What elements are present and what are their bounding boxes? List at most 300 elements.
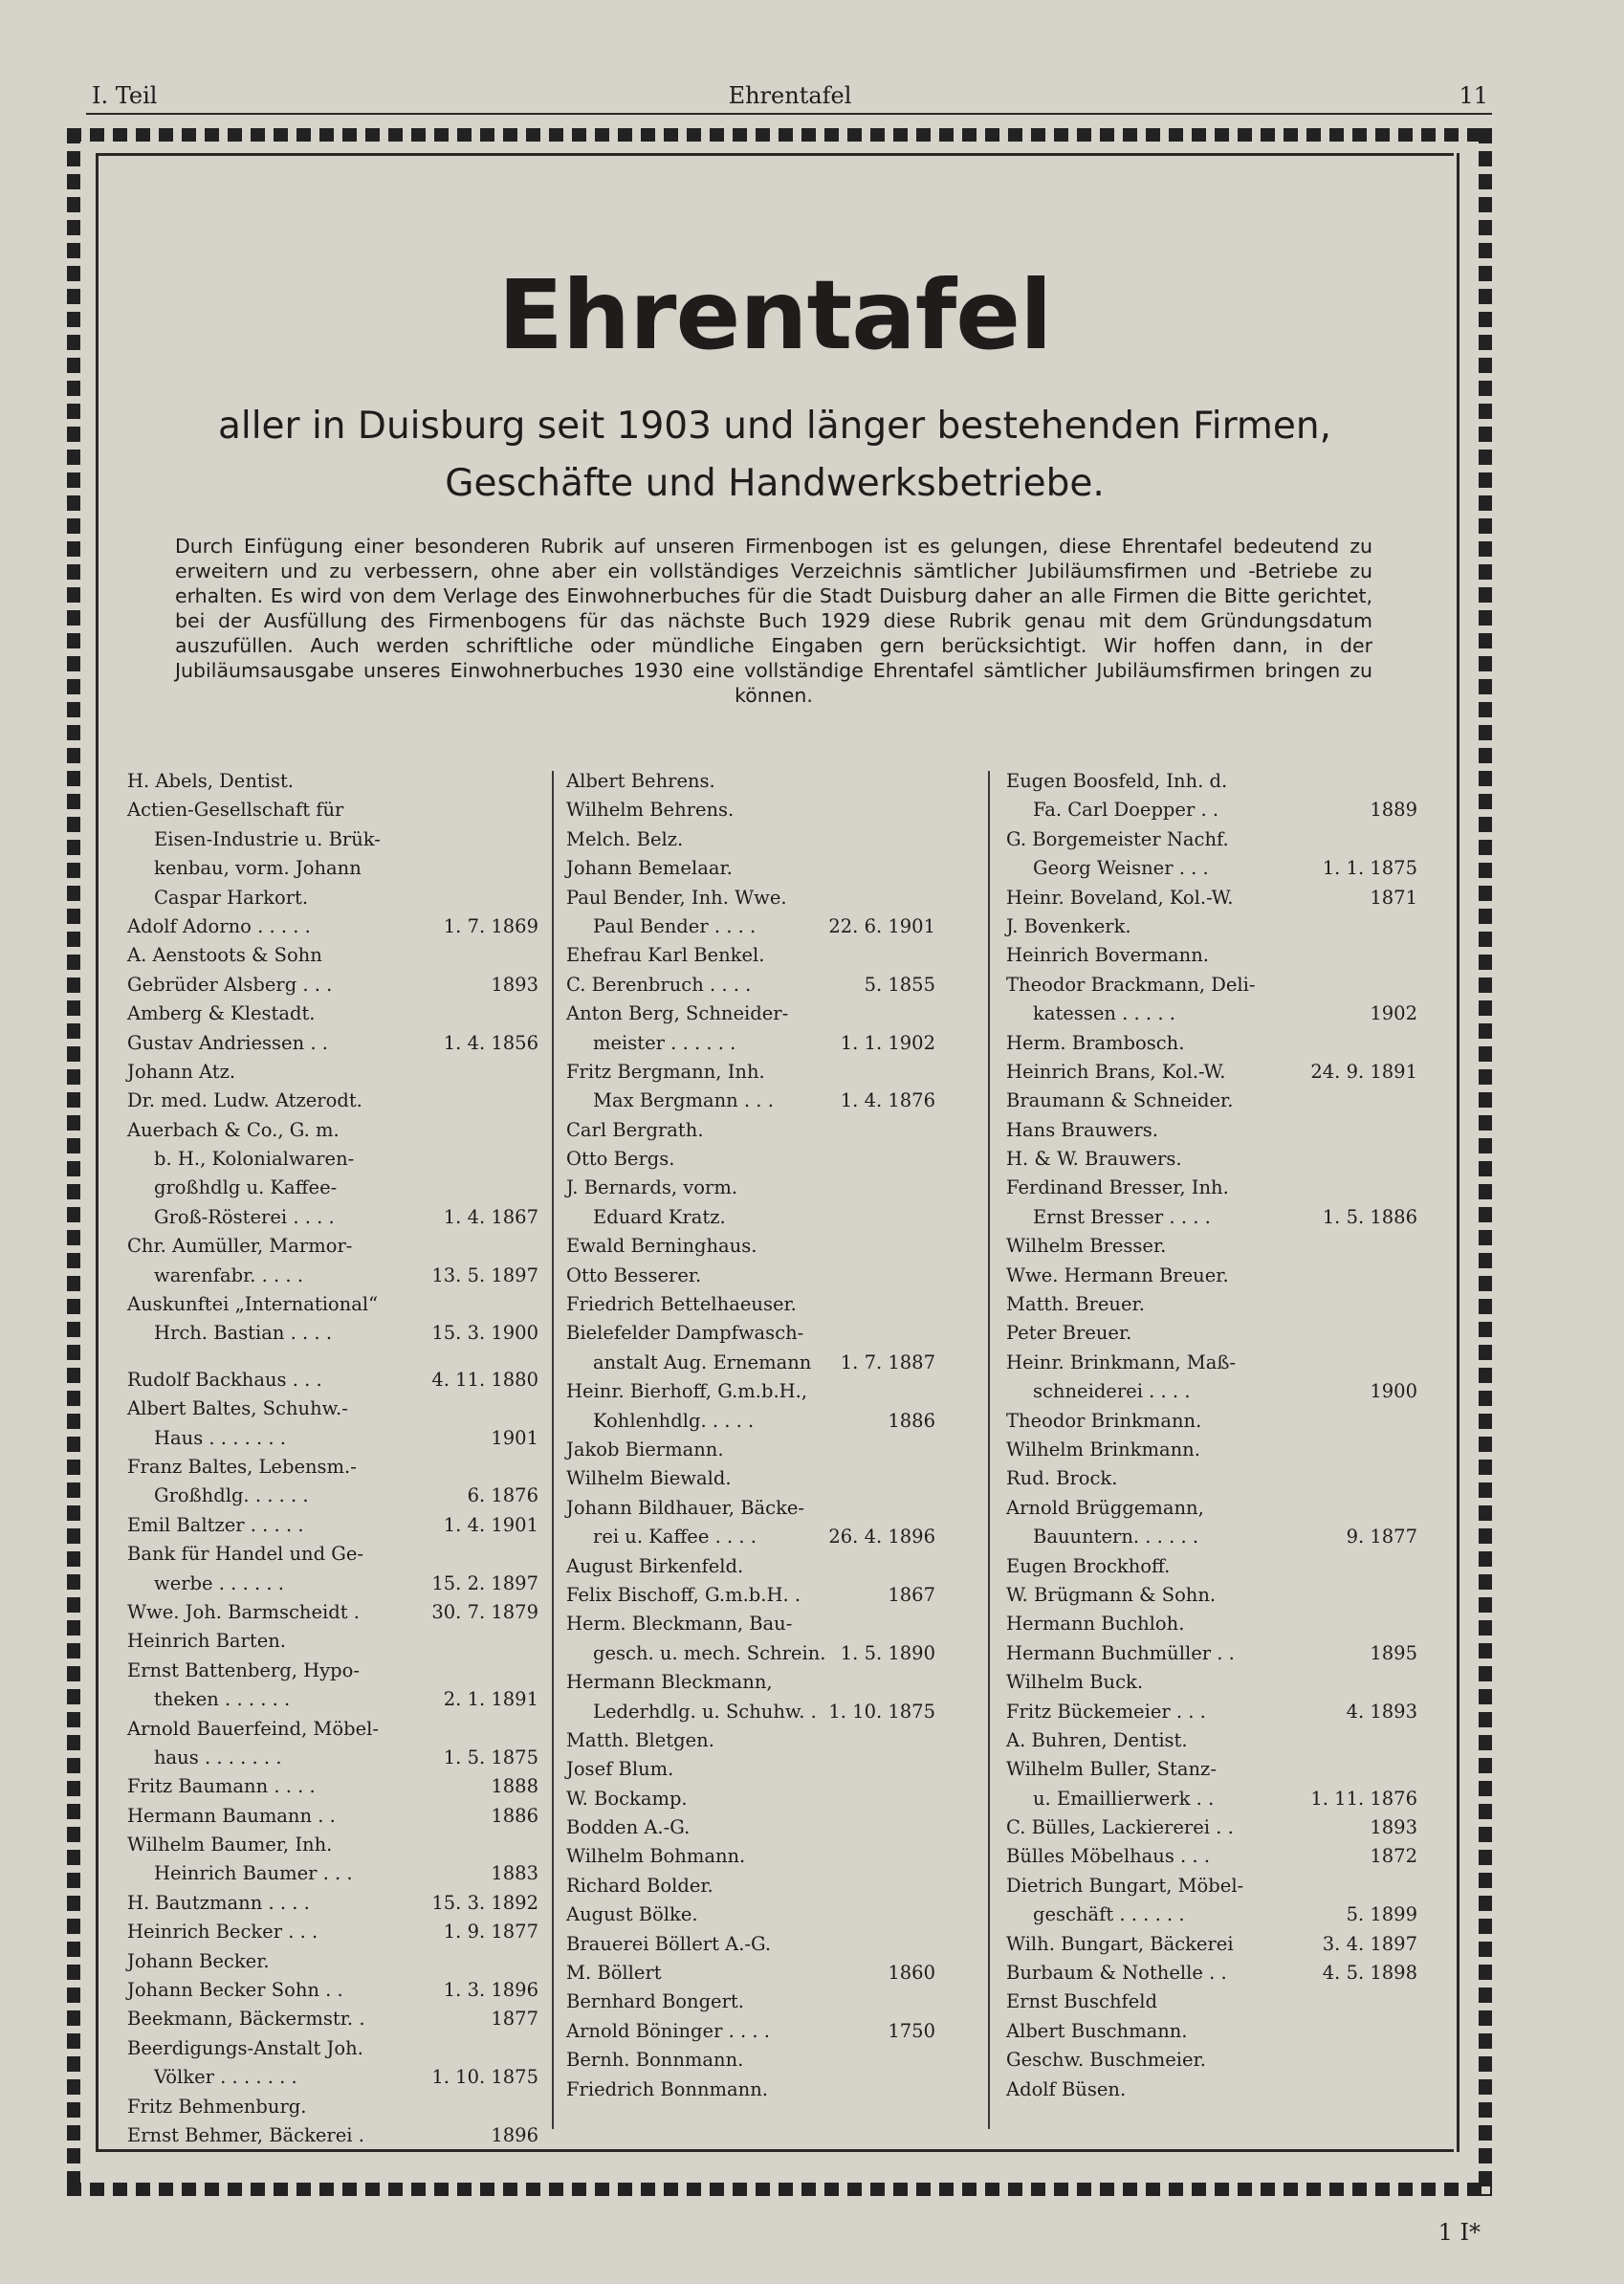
firm-name: Johann Becker Sohn . . [127,1979,343,2002]
firm-name: haus . . . . . . . [154,1746,282,1768]
firm-name: M. Böllert [566,1962,662,1985]
firm-name: Arnold Brüggemann, [1006,1496,1204,1519]
firm-entry [1006,2075,1417,2104]
firm-entry [1006,2046,1417,2075]
firm-entry [127,1976,538,2005]
firm-name: C. Berenbruch . . . . [566,973,752,996]
firm-name: Dietrich Bungart, Möbel- [1006,1874,1244,1897]
firm-name: August Birkenfeld. [566,1554,744,1577]
firm-entry [566,825,935,854]
firm-name: Bank für Handel und Ge- [127,1543,363,1566]
firm-entry [566,1552,935,1581]
firm-name: Herm. Bleckmann, Bau- [566,1613,793,1636]
firm-name: Heinr. Boveland, Kol.-W. [1006,886,1234,909]
firm-entry [1006,1436,1417,1464]
firm-entry [566,1116,935,1145]
firm-name: theken . . . . . . [154,1688,291,1711]
firm-entry [127,1029,538,1058]
founding-date: 4. 1893 [1346,1700,1417,1723]
founding-date: 4. 5. 1898 [1322,1962,1417,1985]
founding-date: 1877 [491,2008,538,2031]
firm-name: H. Bautzmann . . . . [127,1891,310,1914]
firm-entry [1006,1087,1417,1115]
firm-column-1 [127,767,538,2150]
firm-name: Georg Weisner . . . [1033,857,1209,880]
firm-entry [127,2034,538,2093]
firm-entry [566,1988,935,2016]
firm-name: G. Borgemeister Nachf. [1006,827,1229,850]
firm-entry [1006,1872,1417,1930]
firm-name: Braumann & Schneider. [1006,1089,1234,1112]
subtitle-line-1: aller in Duisburg seit 1903 und länger bestehenden Firmen, [217,405,1332,448]
firm-name: Hermann Bleckmann, [566,1671,773,1694]
firm-entry [1006,767,1417,825]
firm-name: Eugen Brockhoff. [1006,1554,1171,1577]
firm-name: Bauuntern. . . . . . [1033,1526,1199,1548]
firm-name: Friedrich Bonnmann. [566,2077,768,2100]
founding-date: 1. 10. 1875 [431,2066,538,2089]
firm-entry [566,1785,935,1813]
firm-name: Gebrüder Alsberg . . . [127,973,333,996]
firm-name: Bielefelder Dampfwasch- [566,1322,804,1345]
firm-name: Auskunftei „International“ [127,1293,379,1316]
firm-entry [566,1959,935,1988]
founding-date: 1883 [491,1862,538,1885]
founding-date: 1. 1. 1902 [840,1031,935,1054]
firm-name: Ferdinand Bresser, Inh. [1006,1176,1229,1199]
firm-name: Max Bergmann . . . [593,1089,774,1112]
firm-entry [1006,1842,1417,1871]
firm-name: Otto Besserer. [566,1263,702,1286]
firm-entry [127,1889,538,1918]
firm-entry [1006,1262,1417,1290]
firm-entry [566,1145,935,1174]
firm-name: W. Bockamp. [566,1787,688,1810]
founding-date: 1. 4. 1901 [443,1513,538,1536]
firm-entry [566,1842,935,1871]
firm-name: Hans Brauwers. [1006,1118,1158,1141]
firm-entry [127,1918,538,1946]
firm-entry [127,1802,538,1831]
firm-entry [1006,1290,1417,1319]
firm-entry [1006,1464,1417,1493]
founding-date: 1. 10. 1875 [828,1700,935,1723]
firm-name: Fritz Bergmann, Inh. [566,1060,765,1083]
founding-date: 1900 [1370,1380,1417,1403]
firm-entry [566,999,935,1058]
firm-entry [1006,1639,1417,1668]
founding-date: 1. 11. 1876 [1310,1787,1417,1810]
firm-name: Herm. Brambosch. [1006,1031,1185,1054]
firm-entry [1006,1930,1417,1959]
firm-name: anstalt Aug. Ernemann [593,1351,812,1373]
firm-name: u. Emaillierwerk . . [1033,1787,1215,1810]
firm-name: Actien-Gesellschaft für [127,799,344,822]
founding-date: 1902 [1370,1002,1417,1025]
firm-name: W. Brügmann & Sohn. [1006,1583,1217,1606]
firm-name: Beekmann, Bäckermstr. . [127,2008,365,2031]
firm-entry [127,1947,538,1976]
firm-name: Heinrich Baumer . . . [154,1862,353,1885]
firm-name: Fritz Baumann . . . . [127,1775,316,1798]
firm-entry [566,1900,935,1929]
firm-name: Paul Bender, Inh. Wwe. [566,886,787,909]
firm-entry [1006,825,1417,884]
firm-name: Anton Berg, Schneider- [566,1002,789,1025]
founding-date: 1886 [888,1409,935,1432]
firm-entry [566,2075,935,2104]
founding-date: 1886 [491,1804,538,1827]
firm-entry [566,1464,935,1493]
firm-name: Heinrich Barten. [127,1630,286,1653]
firm-name: Großhdlg. . . . . . [154,1484,309,1507]
firm-name: Wilhelm Behrens. [566,799,735,822]
founding-date: 1. 4. 1876 [840,1089,935,1112]
firm-name: Wwe. Joh. Barmscheidt . [127,1600,360,1623]
founding-date: 15. 2. 1897 [431,1571,538,1594]
inner-frame-top [96,153,1454,156]
founding-date: 1. 7. 1887 [840,1351,935,1373]
firm-name: Rudolf Backhaus . . . [127,1368,322,1391]
firm-entry [1006,1349,1417,1407]
firm-entry [127,1831,538,1889]
firm-name: Theodor Brinkmann. [1006,1409,1202,1432]
firm-name: Wilh. Bungart, Bäckerei [1006,1932,1234,1955]
firm-name: A. Aenstoots & Sohn [127,944,322,967]
border-right [1479,128,1492,2196]
firm-entry [127,767,538,796]
firm-entry [1006,1029,1417,1058]
firm-name: großhdlg u. Kaffee- [154,1176,338,1199]
founding-date: 13. 5. 1897 [431,1263,538,1286]
firm-entry [127,1058,538,1087]
firm-entry [1006,884,1417,912]
firm-entry [1006,1813,1417,1842]
firm-name: Groß-Rösterei . . . . [154,1205,335,1228]
firm-entry [127,1366,538,1395]
firm-entry [566,1726,935,1755]
firm-name: Richard Bolder. [566,1874,713,1897]
firm-name: Bernh. Bonnmann. [566,2049,744,2072]
firm-name: Lederhdlg. u. Schuhw. . [593,1700,817,1723]
firm-entry [127,971,538,999]
firm-entry [566,1377,935,1436]
column-divider [552,771,554,2129]
border-left [67,128,80,2196]
firm-entry [566,796,935,824]
firm-name: H. Abels, Dentist. [127,770,294,792]
firm-name: Bernhard Bongert. [566,1990,744,2013]
firm-name: Johann Becker. [127,1949,270,1972]
firm-name: Fritz Behmenburg. [127,2095,307,2118]
firm-column-3 [1006,767,1417,2104]
firm-entry [127,1232,538,1290]
firm-entry [566,1755,935,1784]
founding-date: 6. 1876 [467,1484,538,1507]
firm-entry [1006,1116,1417,1145]
founding-date: 22. 6. 1901 [828,914,935,937]
firm-name: Wilhelm Buller, Stanz- [1006,1758,1217,1781]
firm-entry [1006,1494,1417,1552]
firm-entry [1006,1668,1417,1697]
firm-entry [566,1262,935,1290]
firm-name: Amberg & Klestadt. [127,1002,316,1025]
firm-entry [1006,1407,1417,1436]
running-head [92,82,1488,115]
firm-name: Heinr. Bierhoff, G.m.b.H., [566,1380,808,1403]
subtitle-line-2: Geschäfte und Handwerksbetriebe. [445,462,1105,505]
firm-name: Wwe. Hermann Breuer. [1006,1263,1229,1286]
firm-name: Eugen Boosfeld, Inh. d. [1006,770,1228,792]
firm-name: Hermann Buchmüller . . [1006,1641,1235,1664]
founding-date: 3. 4. 1897 [1322,1932,1417,1955]
founding-date: 1. 3. 1896 [443,1979,538,2002]
firm-entry [566,1319,935,1377]
firm-name: Eduard Kratz. [593,1205,726,1228]
firm-name: Ernst Behmer, Bäckerei . [127,2123,364,2146]
firm-name: Geschw. Buschmeier. [1006,2049,1206,2072]
firm-entry [127,796,538,912]
firm-name: Peter Breuer. [1006,1322,1132,1345]
firm-column-2 [566,767,935,2104]
firm-entry [127,2093,538,2121]
firm-entry [1006,912,1417,941]
firm-entry [566,2017,935,2046]
running-title: Ehrentafel [728,82,852,109]
firm-name: Felix Bischoff, G.m.b.H. . [566,1583,801,1606]
firm-entry [566,1872,935,1900]
firm-name: Kohlenhdlg. . . . . [593,1409,755,1432]
firm-entry [127,1116,538,1233]
firm-name: Ernst Buschfeld [1006,1990,1158,2013]
firm-name: Brauerei Böllert A.-G. [566,1932,772,1955]
firm-name: Auerbach & Co., G. m. [127,1118,340,1141]
firm-entry [566,1930,935,1959]
firm-name: Matth. Breuer. [1006,1293,1145,1316]
firm-name: Wilhelm Bresser. [1006,1235,1167,1258]
firm-entry [1006,1232,1417,1261]
firm-name: Wilhelm Buck. [1006,1671,1144,1694]
founding-date: 1896 [491,2123,538,2146]
firm-name: Arnold Bauerfeind, Möbel- [127,1717,379,1740]
founding-date: 1. 9. 1877 [443,1921,538,1944]
firm-entry [566,854,935,883]
founding-date: 1895 [1370,1641,1417,1664]
firm-entry [566,1813,935,1842]
firm-name: warenfabr. . . . . [154,1263,304,1286]
founding-date: 15. 3. 1892 [431,1891,538,1914]
firm-name: Johann Atz. [127,1060,236,1083]
firm-name: Paul Bender . . . . [593,914,757,937]
founding-date: 4. 11. 1880 [431,1368,538,1391]
founding-date: 1. 5. 1886 [1322,1205,1417,1228]
firm-name: Wilhelm Brinkmann. [1006,1438,1200,1460]
firm-name: Wilhelm Biewald. [566,1467,732,1490]
firm-name: Gustav Andriessen . . [127,1031,328,1054]
firm-name: Johann Bemelaar. [566,857,733,880]
founding-date: 1893 [1370,1816,1417,1839]
firm-name: Jakob Biermann. [566,1438,724,1460]
firm-entry [1006,1988,1417,2016]
border-bottom [67,2183,1492,2196]
firm-entry [127,2121,538,2150]
firm-name: Wilhelm Bohmann. [566,1845,746,1868]
firm-entry [127,912,538,941]
firm-entry [1006,1145,1417,1174]
founding-date: 26. 4. 1896 [828,1526,935,1548]
firm-entry [566,1290,935,1319]
firm-entry [566,941,935,970]
firm-name: Otto Bergs. [566,1148,675,1171]
firm-entry [127,941,538,970]
column-divider [988,771,990,2129]
firm-name: Fa. Carl Doepper . . [1033,799,1219,822]
firm-name: katessen . . . . . [1033,1002,1175,1025]
firm-entry [566,767,935,796]
founding-date: 1888 [491,1775,538,1798]
firm-name: Caspar Harkort. [154,886,309,909]
firm-name: meister . . . . . . [593,1031,736,1054]
firm-entry [127,1715,538,1773]
firm-name: August Bölke. [566,1903,698,1926]
firm-name: J. Bovenkerk. [1006,914,1131,937]
firm-name: Burbaum & Nothelle . . [1006,1962,1227,1985]
firm-entry [566,1581,935,1610]
firm-entry [127,1657,538,1715]
border-top [67,128,1492,142]
firm-entry [1006,1610,1417,1638]
firm-entry [566,1058,935,1116]
firm-name: Josef Blum. [566,1758,674,1781]
firm-entry [127,1087,538,1115]
firm-name: Johann Bildhauer, Bäcke- [566,1496,805,1519]
firm-name: Ernst Bresser . . . . [1033,1205,1211,1228]
founding-date: 1860 [888,1962,935,1985]
firm-entry [566,884,935,942]
firm-entry [566,1436,935,1464]
firm-name: werbe . . . . . . [154,1571,284,1594]
firm-name: Bodden A.-G. [566,1816,691,1839]
founding-date: 1867 [888,1583,935,1606]
firm-name: Adolf Adorno . . . . . [127,914,311,937]
firm-entry [566,971,935,999]
founding-date: 1. 1. 1875 [1322,857,1417,880]
founding-date: 1. 7. 1869 [443,914,538,937]
firm-name: Emil Baltzer . . . . . [127,1513,304,1536]
firm-entry [127,1540,538,1598]
firm-name: H. & W. Brauwers. [1006,1148,1182,1171]
founding-date: 2. 1. 1891 [443,1688,538,1711]
firm-entry [1006,1959,1417,1988]
firm-entry [566,1494,935,1552]
firm-entry [1006,971,1417,1029]
firm-entry [1006,1319,1417,1348]
firm-name: b. H., Kolonialwaren- [154,1148,355,1171]
firm-entry [1006,1552,1417,1581]
firm-entry [127,999,538,1028]
firm-name: schneiderei . . . . [1033,1380,1191,1403]
founding-date: 1901 [491,1426,538,1449]
firm-entry [127,1772,538,1801]
firm-name: Adolf Büsen. [1006,2077,1127,2100]
header-rule [86,113,1492,115]
firm-name: Ewald Berninghaus. [566,1235,757,1258]
firm-name: rei u. Kaffee . . . . [593,1526,757,1548]
firm-entry [1006,2017,1417,2046]
firm-name: Wilhelm Baumer, Inh. [127,1834,333,1856]
firm-name: Theodor Brackmann, Deli- [1006,973,1256,996]
firm-entry [1006,1058,1417,1087]
founding-date: 1750 [888,2019,935,2042]
firm-name: Chr. Aumüller, Marmor- [127,1235,353,1258]
firm-entry [1006,1698,1417,1726]
firm-entry [127,1395,538,1453]
firm-entry [566,1668,935,1726]
intro-paragraph: Durch Einfügung einer besonderen Rubrik auf unseren Firmenbogen ist es gelungen, diese Ehrentafel bedeutend zu erweitern und zu verbessern, ohne aber ein vollständiges Verzeichnis sämtlicher Jubiläumsfirmen und -Betriebe zu erhalten. Es wird von dem Verlage des Einwohnerbuches für die Stadt Duisburg daher an alle Firmen die Bitte gerichtet, bei der Ausfüllung des Firmenbogens für das nächste Buch 1929 diese Rubrik genau mit dem Gründungsdatum auszufüllen. Auch werden schriftliche oder mündliche Eingaben gern berücksichtigt. Wir hoffen dann, in der Jubiläumsausgabe unseres Einwohnerbuches 1930 eine vollständige Ehrentafel sämtlicher Jubiläumsfirmen bringen zu können. [175,535,1372,707]
founding-date: 5. 1899 [1346,1903,1417,1926]
firm-entry [127,1511,538,1540]
founding-date: 15. 3. 1900 [431,1322,538,1345]
firm-name: Ehefrau Karl Benkel. [566,944,765,967]
firm-name: Ernst Battenberg, Hypo- [127,1658,360,1681]
firm-entry [1006,1755,1417,1813]
founding-date: 5. 1855 [864,973,935,996]
firm-name: Völker . . . . . . . [154,2066,297,2089]
firm-name: Heinrich Brans, Kol.-W. [1006,1060,1226,1083]
firm-name: Heinr. Brinkmann, Maß- [1006,1351,1237,1373]
firm-entry [1006,1581,1417,1610]
firm-entry [127,2005,538,2033]
founding-date: 30. 7. 1879 [431,1600,538,1623]
firm-name: Dr. med. Ludw. Atzerodt. [127,1089,362,1112]
firm-entry [127,1453,538,1511]
firm-name: Albert Behrens. [566,770,715,792]
firm-name: Beerdigungs-Anstalt Joh. [127,2036,363,2059]
firm-entry [127,1598,538,1627]
firm-name: Heinrich Becker . . . [127,1921,318,1944]
firm-entry [566,2046,935,2075]
firm-name: A. Buhren, Dentist. [1006,1728,1188,1751]
firm-name: Rud. Brock. [1006,1467,1118,1490]
founding-date: 1871 [1370,886,1417,909]
firm-name: Eisen-Industrie u. Brük- [154,827,381,850]
firm-entry [1006,1726,1417,1755]
firm-name: J. Bernards, vorm. [566,1176,738,1199]
founding-date: 1872 [1370,1845,1417,1868]
founding-date: 24. 9. 1891 [1310,1060,1417,1083]
firm-entry [566,1174,935,1232]
firm-name: Melch. Belz. [566,827,684,850]
page-title: Ehrentafel [497,259,1052,371]
founding-date: 1. 4. 1867 [443,1205,538,1228]
signature-mark: 1 I* [1437,2219,1481,2246]
firm-name: Fritz Bückemeier . . . [1006,1700,1206,1723]
firm-entry [1006,941,1417,970]
founding-date: 9. 1877 [1346,1526,1417,1548]
firm-name: Franz Baltes, Lebensm.- [127,1455,357,1478]
firm-name: Albert Buschmann. [1006,2019,1188,2042]
founding-date: 1. 5. 1890 [840,1641,935,1664]
firm-entry [566,1232,935,1261]
firm-entry [127,1627,538,1656]
firm-name: C. Bülles, Lackiererei . . [1006,1816,1234,1839]
firm-entry [127,1290,538,1349]
firm-name: Carl Bergrath. [566,1118,704,1141]
firm-name: Heinrich Bovermann. [1006,944,1209,967]
founding-date: 1893 [491,973,538,996]
firm-name: Bülles Möbelhaus . . . [1006,1845,1211,1868]
firm-name: Haus . . . . . . . [154,1426,286,1449]
